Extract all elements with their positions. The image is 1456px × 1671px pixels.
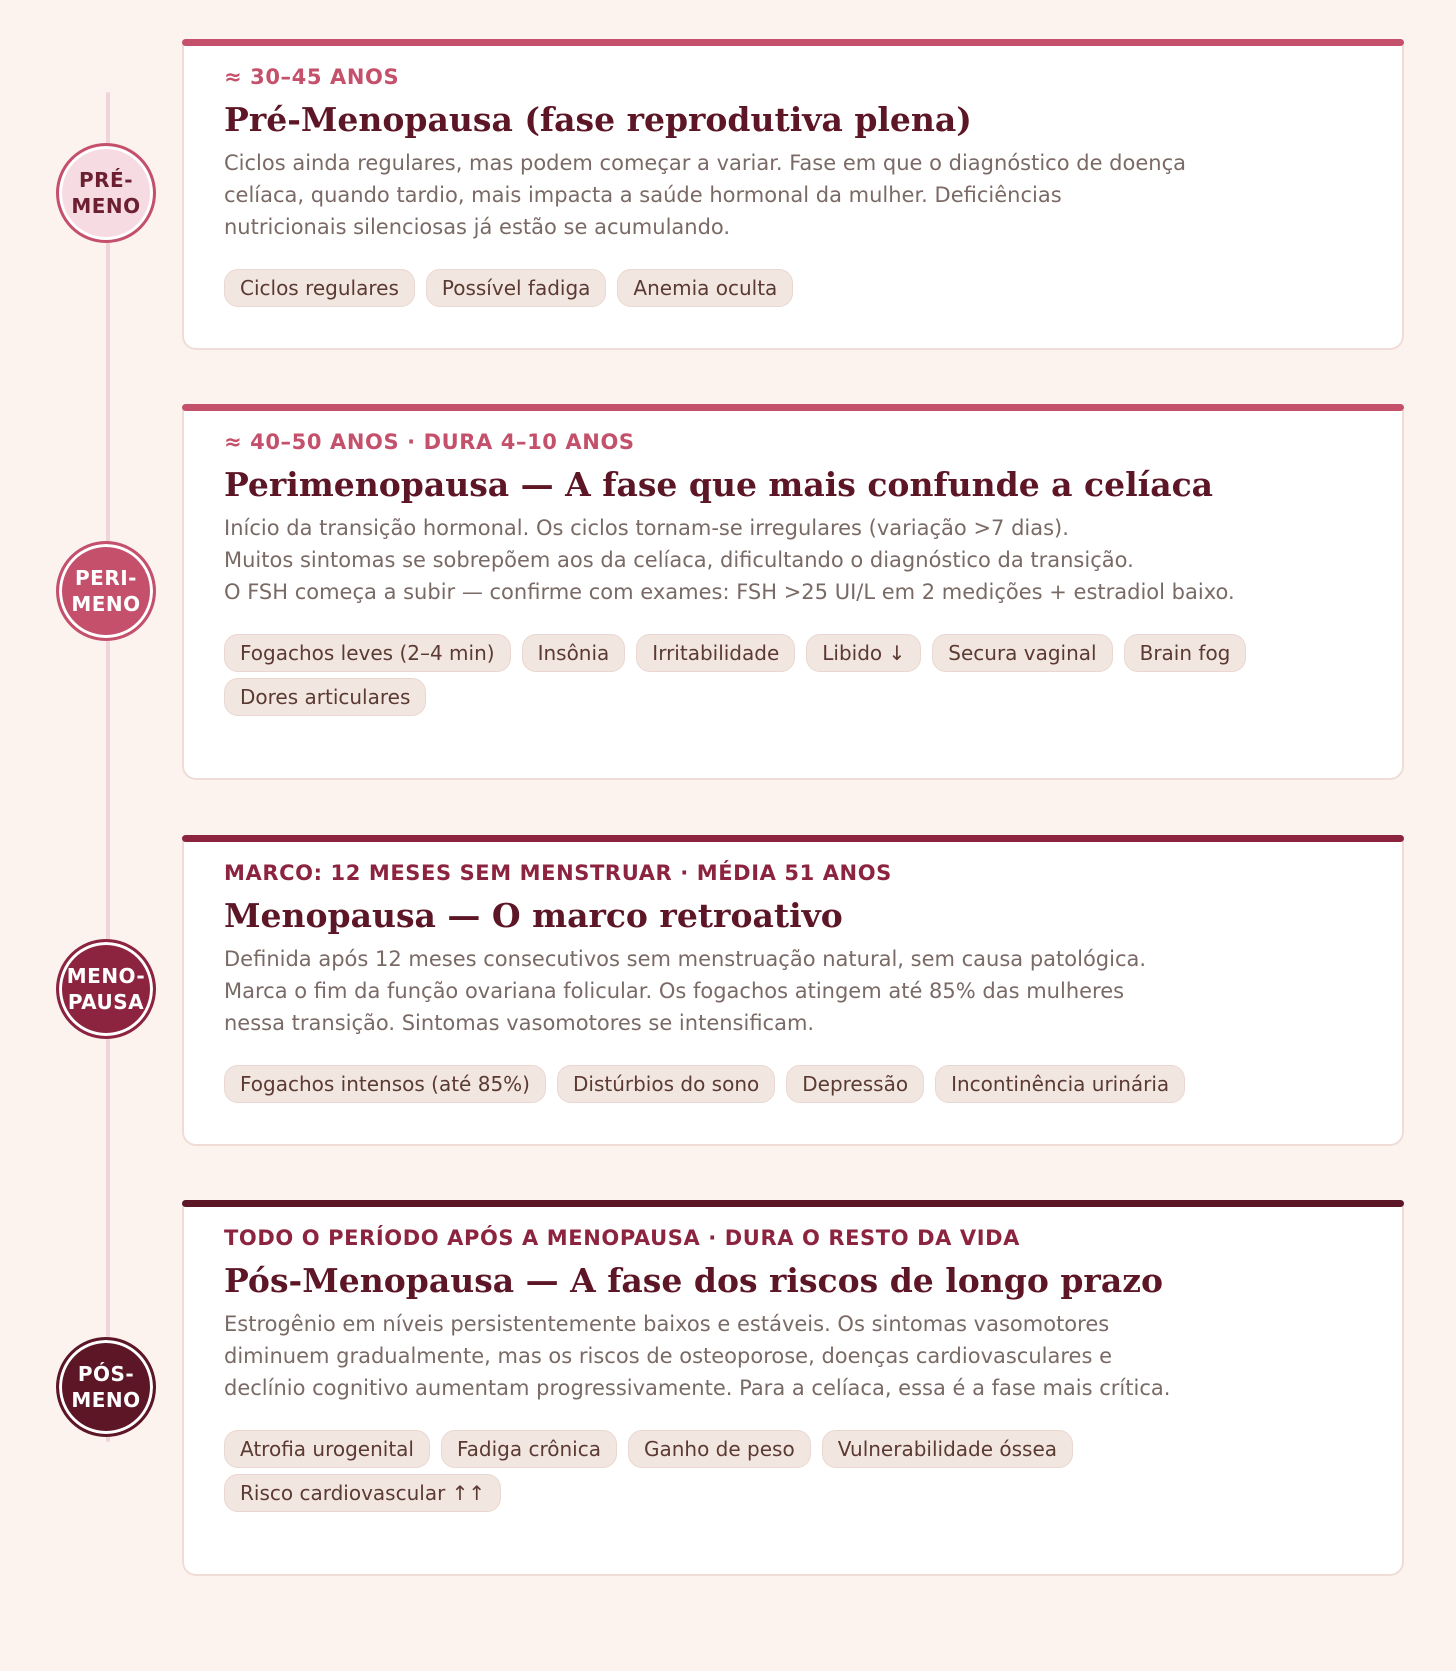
symptom-tag: Incontinência urinária [935,1065,1185,1103]
phase-node-label: PAUSA [67,990,145,1014]
symptom-tag: Distúrbios do sono [557,1065,775,1103]
phase-node-menopausa [56,939,156,1039]
symptom-tags [224,269,1344,307]
phase-title: Pré-Menopausa (fase reprodutiva plena) [224,100,972,139]
phase-title: Menopausa — O marco retroativo [224,896,843,935]
symptom-tag: Fogachos leves (2–4 min) [224,634,511,672]
phase-node-label: PERI- [75,566,137,590]
phase-age-range: ≈ 40–50 ANOS · DURA 4–10 ANOS [224,430,635,454]
symptom-tag: Vulnerabilidade óssea [822,1430,1073,1468]
symptom-tag: Ganho de peso [628,1430,811,1468]
phase-node-label: PRÉ- [78,168,134,192]
symptom-tag: Possível fadiga [426,269,607,307]
phase-node-label: MENO [71,1388,141,1412]
phase-title: Perimenopausa — A fase que mais confunde a celíaca [224,465,1214,504]
symptom-tag: Anemia oculta [617,269,793,307]
phase-card-menopausa [182,841,1404,1146]
phase-description: Definida após 12 meses consecutivos sem menstruação natural, sem causa patológica. Marca o fim da função ovariana folicular. Os fogachos atingem até 85% das mulheres nessa transição. Sintomas vasomotores se intensificam. [224,947,1147,1035]
phase-description: Estrogênio em níveis persistentemente baixos e estáveis. Os sintomas vasomotores diminuem gradualmente, mas os riscos de osteoporose, doenças cardiovasculares e declínio cognitivo aumentam progressivamente. Para a celíaca, essa é a fase mais crítica. [224,1312,1171,1400]
symptom-tag: Ciclos regulares [224,269,415,307]
phase-age-range: ≈ 30–45 ANOS [224,65,400,89]
phase-node-label: MENO- [66,964,146,988]
phase-node-pos-meno [56,1337,156,1437]
phase-card-pos-menopausa [182,1206,1404,1576]
phase-node-peri-meno [56,541,156,641]
phase-description: Ciclos ainda regulares, mas podem começar a variar. Fase em que o diagnóstico de doença celíaca, quando tardio, mais impacta a saúde hormonal da mulher. Deficiências nutricionais silenciosas já estão se acumulando. [224,151,1186,239]
symptom-tag: Fadiga crônica [441,1430,617,1468]
symptom-tags [224,1430,1344,1512]
phase-node-label: PÓS- [77,1362,135,1386]
phase-node-label: MENO [71,592,141,616]
symptom-tag: Irritabilidade [636,634,795,672]
symptom-tag: Libido ↓ [806,634,921,672]
phase-title: Pós-Menopausa — A fase dos riscos de longo prazo [224,1261,1163,1300]
symptom-tag: Atrofia urogenital [224,1430,430,1468]
phase-card-perimenopausa [182,410,1404,780]
symptom-tag: Dores articulares [224,678,426,716]
symptom-tag: Secura vaginal [932,634,1112,672]
phase-node-label: MENO [71,194,141,218]
symptom-tags [224,1065,1344,1103]
symptom-tag: Insônia [522,634,626,672]
phase-card-pre-menopausa [182,45,1404,350]
phase-age-range: MARCO: 12 MESES SEM MENSTRUAR · MÉDIA 51 ANOS [224,861,892,885]
timeline-line [106,92,110,1442]
phase-node-pre-meno [56,143,156,243]
symptom-tag: Brain fog [1124,634,1247,672]
symptom-tag: Risco cardiovascular ↑↑ [224,1474,501,1512]
symptom-tag: Depressão [786,1065,924,1103]
phase-description: Início da transição hormonal. Os ciclos tornam-se irregulares (variação >7 dias). Muitos sintomas se sobrepõem aos da celíaca, dificultando o diagnóstico da transição. O FSH começa a subir — confirme com exames: FSH >25 UI/L em 2 medições + estradiol baixo. [224,516,1235,604]
symptom-tag: Fogachos intensos (até 85%) [224,1065,546,1103]
phase-age-range: TODO O PERÍODO APÓS A MENOPAUSA · DURA O RESTO DA VIDA [224,1226,1021,1250]
symptom-tags [224,634,1344,716]
